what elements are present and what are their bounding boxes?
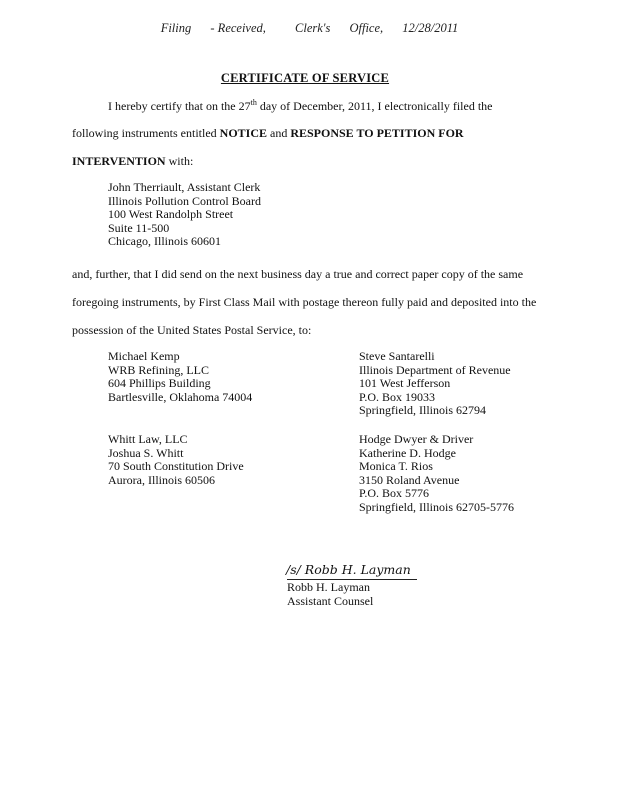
intervention-label: INTERVENTION <box>72 154 166 168</box>
address-line: 100 West Randolph Street <box>108 207 234 222</box>
stamp-office: Office, <box>349 21 384 35</box>
address-line: Springfield, Illinois 62794 <box>359 403 486 418</box>
address-line: Joshua S. Whitt <box>108 445 184 460</box>
intro-line-1 <box>108 98 493 114</box>
address-line: Katherine D. Hodge <box>359 445 456 460</box>
stamp-date: 12/28/2011 <box>402 21 459 35</box>
address-line: Hodge Dwyer & Driver <box>359 432 474 446</box>
further-line-2: foregoing instruments, by First Class Mail with postage thereon fully paid and deposited into the <box>72 295 537 309</box>
address-line: Chicago, Illinois 60601 <box>108 234 221 249</box>
filing-stamp <box>0 21 619 36</box>
address-line: Springfield, Illinois 62705-5776 <box>359 499 514 514</box>
address-line: P.O. Box 19033 <box>359 389 436 404</box>
stamp-filing: Filing <box>160 21 192 35</box>
intro-line2-pre: following instruments entitled <box>72 126 220 140</box>
electronic-signature: /s/ Robb H. Layman <box>286 562 411 577</box>
address-line: Illinois Department of Revenue <box>359 362 511 377</box>
recipient-block-whitt <box>108 433 244 487</box>
address-line: Steve Santarelli <box>359 349 435 363</box>
clerk-address-block <box>108 181 261 249</box>
address-line: P.O. Box 5776 <box>359 486 430 501</box>
address-line: Bartlesville, Oklahoma 74004 <box>108 389 253 404</box>
further-line-3: possession of the United States Postal Service, to: <box>72 323 312 337</box>
intro-with: with: <box>165 154 194 168</box>
further-line-1: and, further, that I did send on the next business day a true and correct paper copy of the same <box>72 267 524 281</box>
intro-post: day of December, 2011, I electronically filed the <box>256 99 493 113</box>
address-line: 101 West Jefferson <box>359 376 451 391</box>
recipient-block-hodge <box>359 433 514 515</box>
stamp-clerks: Clerk's <box>295 21 331 35</box>
address-line: Monica T. Rios <box>359 459 433 474</box>
address-line: Aurora, Illinois 60506 <box>108 472 215 487</box>
document-title: CERTIFICATE OF SERVICE <box>220 71 390 85</box>
address-line: Michael Kemp <box>108 349 180 363</box>
address-line: WRB Refining, LLC <box>108 362 209 377</box>
signer-name: Robb H. Layman <box>287 580 370 594</box>
intro-and: and <box>267 126 291 140</box>
address-line: 604 Phillips Building <box>108 376 211 391</box>
address-line: Whitt Law, LLC <box>108 432 188 446</box>
notice-label: NOTICE <box>219 126 267 140</box>
recipient-block-santarelli <box>359 350 511 418</box>
address-line: Suite 11-500 <box>108 220 170 235</box>
intro-pre: I hereby certify that on the 27 <box>108 99 251 113</box>
signer-block <box>287 581 373 608</box>
address-line: John Therriault, Assistant Clerk <box>108 180 261 194</box>
address-line: 70 South Constitution Drive <box>108 459 244 474</box>
address-line: Illinois Pollution Control Board <box>108 193 262 208</box>
stamp-received: - Received, <box>210 21 266 35</box>
intro-sup: th <box>250 98 257 107</box>
address-line: 3150 Roland Avenue <box>359 472 460 487</box>
response-label: RESPONSE TO PETITION FOR <box>290 126 464 140</box>
recipient-block-kemp <box>108 350 252 404</box>
signer-role: Assistant Counsel <box>287 593 374 608</box>
intro-line-2 <box>72 126 464 141</box>
intro-line-3 <box>72 154 193 169</box>
